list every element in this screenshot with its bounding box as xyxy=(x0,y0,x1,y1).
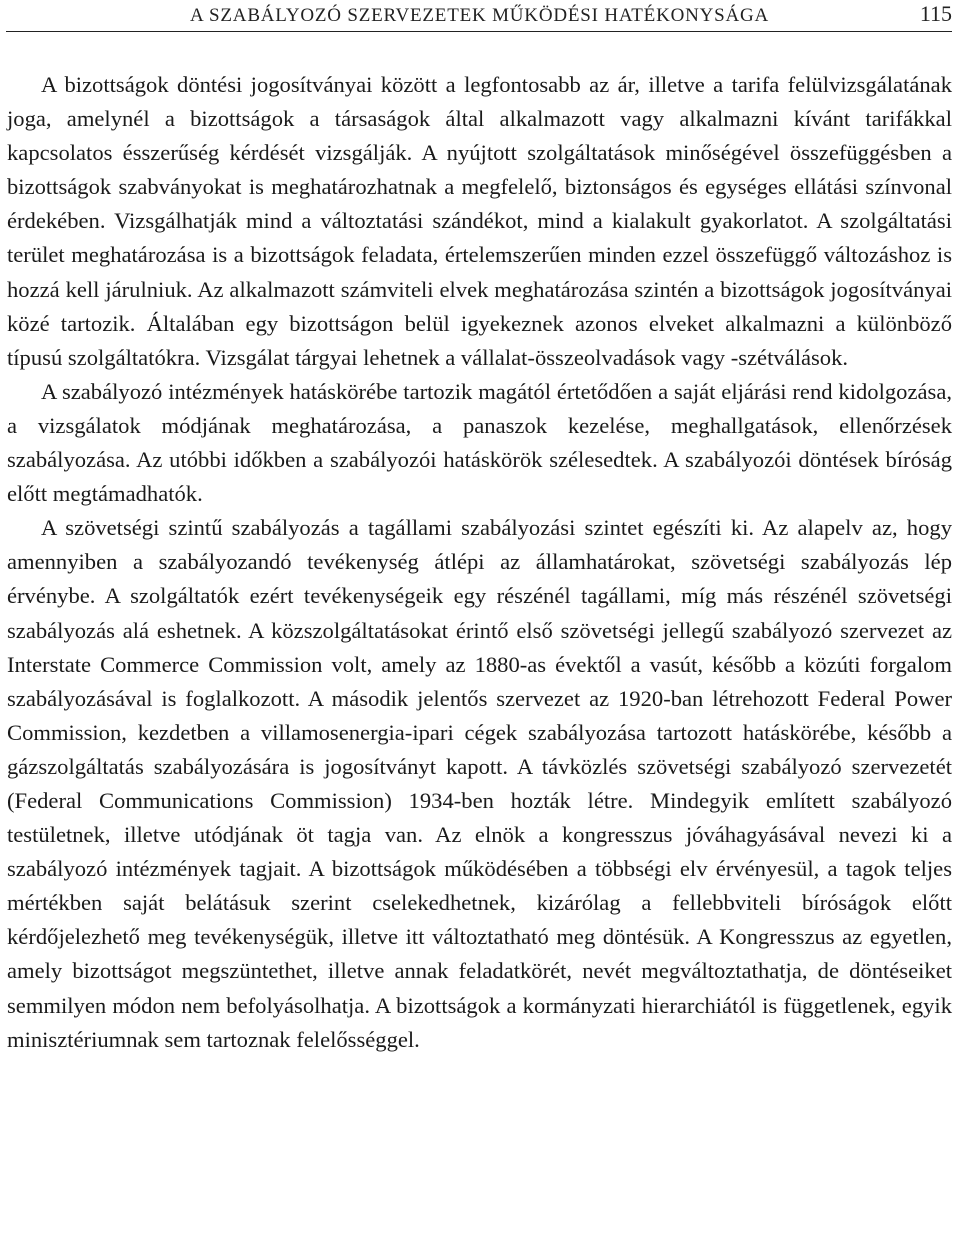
paragraph-2: A szabályozó intézmények hatáskörébe tartozik magától értetődően a saját eljárási rend kidolgozása, a vizsgálatok módjának meghatározása, a panaszok kezelése, meghallgatások, ellenőrzések szabályozása. Az utóbbi időkben a szabályozói hatáskörök szélesedtek. A szabályozói döntések bíróság előtt megtámadhatók. xyxy=(7,378,952,507)
running-header xyxy=(6,0,952,32)
body-text xyxy=(7,68,952,1057)
paragraph-1: A bizottságok döntési jogosítványai között a legfontosabb az ár, illetve a tarifa felülvizsgálatának joga, amelynél a bizottságok a társaságok által alkalmazott vagy alkalmazni kívánt tarifákkal kapcsolatos ésszerűség kérdését vizsgálják. A nyújtott szolgáltatások minőségével összefüggésben a bizottságok szabványokat is meghatározhatnak a megfelelő, biztonságos és egységes ellátási színvonal érdekében. Vizsgálhatják mind a változtatási szándékot, mind a kialakult gyakorlatot. A szolgáltatási terület meghatározása is a bizottságok feladata, értelemszerűen minden ezzel összefüggő változáshoz is hozzá kell járulniuk. Az alkalmazott számviteli elvek meghatározása szintén a bizottságok jogosítványai közé tartozik. Általában egy bizottságon belül igyekeznek azonos elveket alkalmazni a különböző típusú szolgáltatókra. Vizsgálat tárgyai lehetnek a vállalat-összeolvadások vagy -szétválások. xyxy=(7,72,952,370)
running-title: A SZABÁLYOZÓ SZERVEZETEK MŰKÖDÉSI HATÉKONYSÁGA xyxy=(190,5,770,26)
page-number: 115 xyxy=(919,1,952,26)
paragraph-3: A szövetségi szintű szabályozás a tagállami szabályozási szintet egészíti ki. Az alapelv az, hogy amennyiben a szabályozandó tevékenység átlépi az államhatárokat, szövetségi szabályozás lép érvénybe. A szolgáltatók ezért tevékenységeik egy részénél tagállami, míg más részénél szövetségi szabályozás alá eshetnek. A közszolgáltatásokat érintő első szövetségi jellegű szabályozó szervezet az Interstate Commerce Commission volt, amely az 1880-as évektől a vasút, később a közúti forgalom szabályozásával is foglalkozott. A második jelentős szervezet az 1920-ban létrehozott Federal Power Commission, kezdetben a villamosenergia-ipari cégek szabályozása tartozott hatáskörébe, később a gázszolgáltatás szabályozására is jogosítványt kapott. A távközlés szövetségi szabályozó szervezetét (Federal Communications Commission) 1934-ben hozták létre. Mindegyik említett szabályozó testületnek, illetve utódjának öt tagja van. Az elnök a kongresszus jóváhagyásával nevezi ki a szabályozó intézmények tagjait. A bizottságok működésében a többségi elv érvényesül, a tagok teljes mértékben saját belátásuk szerint cselekedhetnek, kizárólag a fellebbviteli bíróságok előtt kérdőjelezhető meg tevékenységük, illetve itt változtatható meg döntésük. A Kongresszus az egyetlen, amely bizottságot megszüntethet, illetve annak feladatkörét, nevét megváltoztathatja, de döntéseiket semmilyen módon nem befolyásolhatja. A bizottságok a kormányzati hierarchiától is függetlenek, egyik minisztériumnak sem tartoznak felelősséggel. xyxy=(7,515,952,1052)
